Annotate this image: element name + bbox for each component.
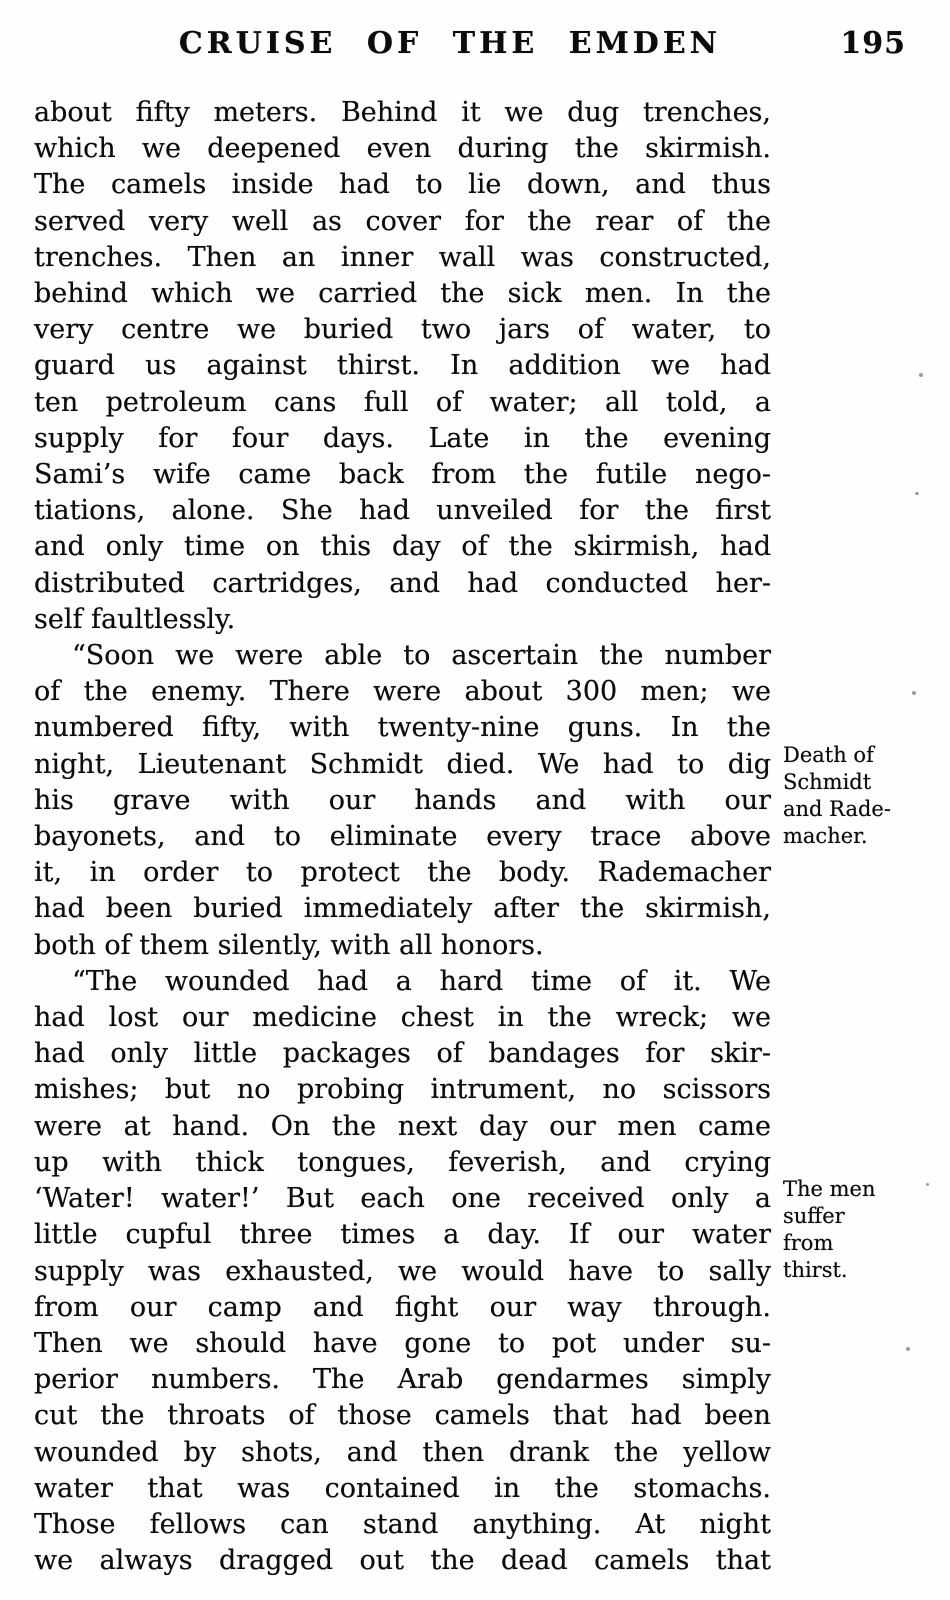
- text-line: night, Lieutenant Schmidt died. We had to dig: [34, 748, 771, 780]
- text-line: supply for four days. Late in the evening: [34, 422, 771, 454]
- margin-note-line: The men: [783, 1177, 876, 1201]
- body-text-column: [34, 95, 771, 1579]
- text-line: and only time on this day of the skirmish, had: [34, 531, 771, 563]
- text-line: had lost our medicine chest in the wreck; we: [34, 1002, 771, 1034]
- scan-speck: [915, 492, 919, 495]
- text-line: ten petroleum cans full of water; all told, a: [34, 386, 771, 418]
- text-line: behind which we carried the sick men. In the: [34, 278, 771, 310]
- text-line: had been buried immediately after the skirmish,: [34, 893, 771, 925]
- margin-note-death-of-schmidt: [783, 742, 938, 850]
- text-line: which we deepened even during the skirmish.: [34, 133, 771, 165]
- scan-speck: [926, 1183, 929, 1186]
- page-number: 195: [840, 26, 906, 61]
- text-line: had only little packages of bandages for skir-: [34, 1038, 771, 1070]
- text-line: from our camp and fight our way through.: [34, 1291, 771, 1323]
- text-line: trenches. Then an inner wall was constructed,: [34, 241, 771, 273]
- text-line: about fifty meters. Behind it we dug trenches,: [34, 97, 771, 128]
- text-line: served very well as cover for the rear of the: [34, 205, 771, 237]
- text-line: cut the throats of those camels that had been: [34, 1400, 771, 1432]
- text-line: Those fellows can stand anything. At night: [34, 1508, 771, 1540]
- margin-note-line: suffer: [783, 1204, 845, 1228]
- text-line: bayonets, and to eliminate every trace above: [34, 821, 771, 853]
- text-line: very centre we buried two jars of water, to: [34, 314, 771, 346]
- margin-note-line: macher.: [783, 824, 868, 848]
- margin-note-line: thirst.: [783, 1258, 848, 1282]
- text-line: self faultlessly.: [34, 603, 236, 635]
- text-line: of the enemy. There were about 300 men; we: [34, 676, 771, 708]
- text-line: guard us against thirst. In addition we had: [34, 350, 771, 382]
- text-line: tiations, alone. She had unveiled for the first: [34, 495, 771, 527]
- text-line: distributed cartridges, and had conducted her-: [34, 567, 771, 599]
- text-line: both of them silently, with all honors.: [34, 929, 544, 961]
- text-line: “The wounded had a hard time of it. We: [72, 965, 771, 997]
- running-title: CRUISE OF THE EMDEN: [178, 26, 722, 61]
- scan-speck: [906, 1347, 910, 1351]
- text-line: The camels inside had to lie down, and thus: [34, 169, 771, 201]
- text-line: Then we should have gone to pot under su-: [34, 1327, 771, 1359]
- text-line: little cupful three times a day. If our water: [34, 1219, 771, 1251]
- text-line: Sami’s wife came back from the futile nego-: [34, 459, 771, 491]
- text-line: perior numbers. The Arab gendarmes simply: [34, 1364, 771, 1396]
- text-line: his grave with our hands and with our: [34, 784, 771, 816]
- text-line: mishes; but no probing intrument, no scissors: [34, 1074, 771, 1106]
- margin-note-line: Schmidt: [783, 770, 872, 794]
- text-line: numbered fifty, with twenty-nine guns. In the: [34, 712, 771, 744]
- text-line: ‘Water! water!’ But each one received only a: [34, 1183, 771, 1215]
- text-line: it, in order to protect the body. Rademacher: [34, 857, 771, 889]
- scan-speck: [919, 373, 923, 377]
- margin-note-line: and Rade-: [783, 797, 891, 821]
- text-line: wounded by shots, and then drank the yellow: [34, 1436, 771, 1468]
- scan-speck: [912, 691, 916, 695]
- text-line: water that was contained in the stomachs.: [34, 1472, 771, 1504]
- margin-note-line: Death of: [783, 743, 874, 767]
- text-line: up with thick tongues, feverish, and crying: [34, 1146, 771, 1178]
- text-line: supply was exhausted, we would have to sally: [34, 1255, 771, 1287]
- text-line: we always dragged out the dead camels that: [34, 1545, 771, 1577]
- text-line: “Soon we were able to ascertain the number: [72, 640, 771, 672]
- margin-note-line: from: [783, 1231, 834, 1255]
- text-line: were at hand. On the next day our men came: [34, 1110, 771, 1142]
- margin-note-men-suffer-thirst: [783, 1176, 938, 1284]
